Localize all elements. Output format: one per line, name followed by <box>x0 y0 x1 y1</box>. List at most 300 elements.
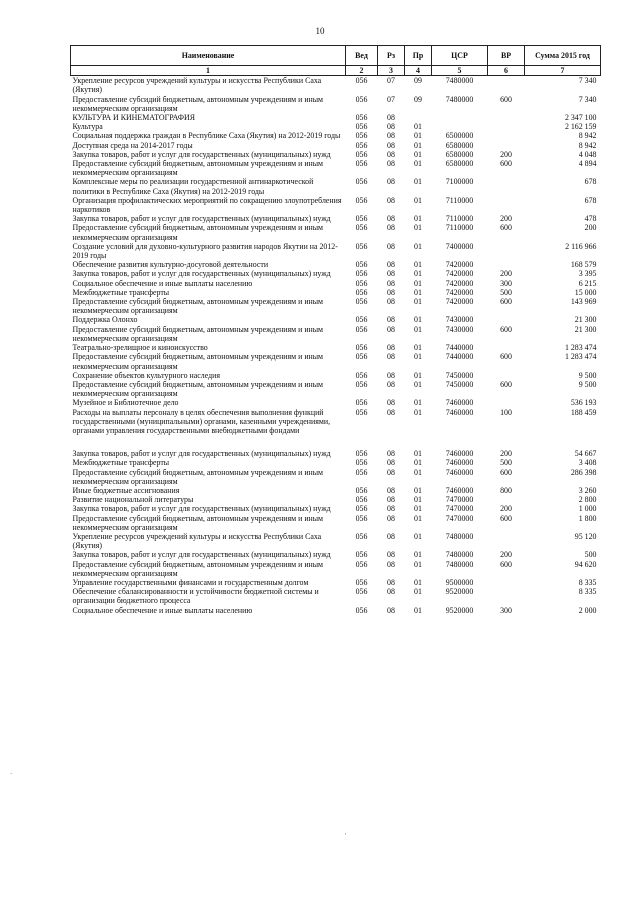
row-pr: 01 <box>414 131 422 141</box>
row-rz: 08 <box>387 324 395 334</box>
row-rz: 08 <box>387 370 395 380</box>
row-sum: 8 942 <box>578 131 597 141</box>
row-vr: 200 <box>500 550 512 560</box>
row-csr: 7420000 <box>445 287 474 297</box>
row-sum: 2 116 966 <box>565 241 597 251</box>
row-ved: 056 <box>355 113 368 123</box>
table-row <box>71 159 601 177</box>
row-name: Социальное обеспечение и иные выплаты населению <box>72 278 253 288</box>
row-name: Предоставление субсидий бюджетным, автономным учреждениям и иным некоммерческим организациям <box>72 324 324 343</box>
row-pr: 01 <box>414 297 422 307</box>
row-name: Театрально-зрелищное и киноискусство <box>72 343 208 353</box>
row-rz: 08 <box>387 550 395 560</box>
row-csr: 7440000 <box>445 343 474 353</box>
row-rz: 08 <box>387 223 395 233</box>
row-csr: 7480000 <box>445 76 474 86</box>
row-vr: 600 <box>500 159 512 169</box>
table-row <box>71 587 601 605</box>
row-name: Закупка товаров, работ и услуг для государственных (муниципальных) нужд <box>72 214 331 224</box>
row-name: Управление государственными финансами и государственным долгом <box>72 577 309 587</box>
row-pr: 01 <box>414 398 422 408</box>
row-rz: 08 <box>387 131 395 141</box>
row-sum: 200 <box>584 223 597 233</box>
table-row <box>71 95 601 113</box>
table-row <box>71 550 601 559</box>
row-rz: 08 <box>387 449 395 459</box>
row-ved: 056 <box>355 223 368 233</box>
header-rz: Рз <box>378 46 405 66</box>
row-pr: 01 <box>414 495 422 505</box>
row-ved: 056 <box>355 504 368 514</box>
table-row <box>71 486 601 495</box>
row-vr: 200 <box>500 504 512 514</box>
row-csr: 7420000 <box>445 297 474 307</box>
row-name: Предоставление субсидий бюджетным, автономным учреждениям и иным некоммерческим организациям <box>72 94 324 113</box>
row-sum: 15 000 <box>574 287 597 297</box>
row-csr: 9520000 <box>445 587 474 597</box>
row-pr: 01 <box>414 485 422 495</box>
row-rz: 08 <box>387 177 395 187</box>
col-number: 7 <box>525 66 601 76</box>
row-vr <box>488 532 525 550</box>
row-vr <box>488 398 525 407</box>
table-row <box>71 315 601 324</box>
row-ved: 056 <box>355 287 368 297</box>
row-name: Иные бюджетные ассигнования <box>72 485 180 495</box>
row-vr <box>488 113 525 122</box>
row-vr <box>488 131 525 140</box>
row-sum: 1 800 <box>578 513 597 523</box>
row-vr: 600 <box>500 223 512 233</box>
row-rz: 08 <box>387 559 395 569</box>
row-sum: 1 283 474 <box>564 343 597 353</box>
row-pr: 01 <box>414 407 422 417</box>
row-rz: 07 <box>387 94 395 104</box>
row-name: Сохранение объектов культурного наследия <box>72 370 220 380</box>
row-ved: 056 <box>355 122 368 132</box>
row-csr: 6580000 <box>445 159 474 169</box>
row-rz: 08 <box>387 278 395 288</box>
row-csr: 7110000 <box>445 223 474 233</box>
col-number: 2 <box>346 66 378 76</box>
row-vr: 600 <box>500 467 512 477</box>
row-sum: 4 048 <box>578 149 597 159</box>
margin-mark: · <box>10 770 13 778</box>
row-ved: 056 <box>355 343 368 353</box>
row-pr: 01 <box>414 531 422 541</box>
row-pr: 01 <box>414 269 422 279</box>
row-name: Закупка товаров, работ и услуг для государственных (муниципальных) нужд <box>72 269 331 279</box>
row-rz: 08 <box>387 407 395 417</box>
table-row <box>71 504 601 513</box>
table-row <box>71 113 601 122</box>
row-sum: 7 340 <box>578 76 597 86</box>
row-vr <box>488 196 525 214</box>
row-name: Расходы на выплаты персоналу в целях обеспечения выполнения функций государственными (муниципальными) органами, казенными учреждениями, органами управления государственными внебюджетными фондами <box>72 407 331 435</box>
table-row <box>71 223 601 241</box>
row-csr: 7460000 <box>445 407 474 417</box>
row-name: Социальное обеспечение и иные выплаты населению <box>72 605 253 615</box>
row-name: Развитие национальной литературы <box>72 495 194 505</box>
row-sum: 678 <box>584 195 597 205</box>
row-ved: 056 <box>355 260 368 270</box>
row-name: Закупка товаров, работ и услуг для государственных (муниципальных) нужд <box>72 449 331 459</box>
row-rz: 08 <box>387 513 395 523</box>
row-sum: 1 000 <box>578 504 597 514</box>
row-sum: 2 000 <box>578 605 597 615</box>
row-ved: 056 <box>355 449 368 459</box>
row-csr: 7450000 <box>445 370 474 380</box>
table-body <box>71 76 601 615</box>
row-rz: 08 <box>387 605 395 615</box>
row-rz: 08 <box>387 260 395 270</box>
table-row <box>71 131 601 140</box>
row-name: Предоставление субсидий бюджетным, автономным учреждениям и иным некоммерческим организациям <box>72 379 324 399</box>
col-number: 5 <box>432 66 488 76</box>
row-name: Культура <box>72 122 103 132</box>
row-vr <box>488 122 525 131</box>
row-csr: 7480000 <box>445 550 474 560</box>
table-row <box>71 297 601 315</box>
row-rz: 08 <box>387 577 395 587</box>
row-ved: 056 <box>355 398 368 408</box>
row-sum: 94 620 <box>574 559 597 569</box>
row-pr: 01 <box>414 343 422 353</box>
row-sum: 9 500 <box>578 370 597 380</box>
row-sum: 3 395 <box>578 269 597 279</box>
row-name: Организация профилактических мероприятий по сокращению злоупотребления наркотиков <box>72 195 342 215</box>
row-sum: 2 162 159 <box>564 122 597 132</box>
row-vr <box>488 371 525 380</box>
table-row <box>71 196 601 214</box>
row-rz: 08 <box>387 140 395 150</box>
row-ved: 056 <box>355 159 368 169</box>
row-pr: 01 <box>414 379 422 389</box>
row-ved: 056 <box>355 195 368 205</box>
row-pr: 01 <box>414 513 422 523</box>
row-csr: 7430000 <box>445 315 474 325</box>
row-vr <box>488 495 525 504</box>
row-pr: 01 <box>414 159 422 169</box>
row-ved: 056 <box>355 495 368 505</box>
table-row <box>71 260 601 269</box>
row-vr: 300 <box>500 605 512 615</box>
row-name: Обеспечение сбалансированности и устойчивости бюджетной системы и организации бюджетного процесса <box>72 587 319 606</box>
row-sum: 7 340 <box>578 94 597 104</box>
row-name: Предоставление субсидий бюджетным, автономным учреждениям и иным некоммерческим организациям <box>72 513 324 532</box>
row-rz: 08 <box>387 241 395 251</box>
header-sum: Сумма 2015 год <box>525 46 601 66</box>
row-csr: 7110000 <box>445 195 474 205</box>
table-row <box>71 150 601 159</box>
row-ved: 056 <box>355 467 368 477</box>
row-csr: 6500000 <box>445 131 474 141</box>
table-row <box>71 514 601 532</box>
row-rz: 08 <box>387 113 395 123</box>
row-vr <box>488 177 525 195</box>
row-sum: 500 <box>584 550 597 560</box>
row-vr: 200 <box>500 149 512 159</box>
row-ved: 056 <box>355 458 368 468</box>
table-row <box>71 458 601 467</box>
row-name: Укрепление ресурсов учреждений культуры и искусства Республики Саха (Якутия) <box>72 531 322 551</box>
table-row <box>71 122 601 131</box>
row-vr: 300 <box>500 278 512 288</box>
row-pr: 01 <box>414 605 422 615</box>
row-ved: 056 <box>355 324 368 334</box>
row-sum: 536 193 <box>570 398 597 408</box>
row-spacer-cell <box>71 435 601 449</box>
row-ved: 056 <box>355 485 368 495</box>
row-vr: 600 <box>500 352 512 362</box>
row-ved: 056 <box>355 140 368 150</box>
col-number: 6 <box>488 66 525 76</box>
row-vr <box>488 76 525 95</box>
row-name: Межбюджетные трансферты <box>72 287 170 297</box>
col-number: 1 <box>71 66 346 76</box>
row-ved: 056 <box>355 149 368 159</box>
row-name: Комплексные меры по реализации государственной антинаркотической политики в Республике Саха (Якутия) на 2012-2019 годы <box>72 177 314 196</box>
row-name: Поддержка Олонхо <box>72 315 138 325</box>
header-ved: Вед <box>346 46 378 66</box>
row-name: Социальная поддержка граждан в Республике Саха (Якутия) на 2012-2019 годы <box>72 131 341 141</box>
row-rz: 08 <box>387 297 395 307</box>
row-vr: 500 <box>500 287 512 297</box>
row-csr <box>432 113 488 122</box>
table-row <box>71 606 601 615</box>
row-rz: 08 <box>387 458 395 468</box>
table-row <box>71 279 601 288</box>
table-row <box>71 325 601 343</box>
row-name: Обеспечение развития культурно-досуговой деятельности <box>72 260 269 270</box>
row-vr: 800 <box>500 485 512 495</box>
row-rz: 08 <box>387 287 395 297</box>
row-pr: 01 <box>414 449 422 459</box>
row-sum: 286 398 <box>570 467 597 477</box>
table-row <box>71 468 601 486</box>
row-pr: 01 <box>414 287 422 297</box>
row-csr: 6580000 <box>445 140 474 150</box>
row-sum: 21 300 <box>574 324 597 334</box>
row-sum: 2 800 <box>578 495 597 505</box>
row-name: Предоставление субсидий бюджетным, автономным учреждениям и иным некоммерческим организациям <box>72 559 324 578</box>
row-rz: 08 <box>387 343 395 353</box>
row-rz: 08 <box>387 467 395 477</box>
row-pr: 01 <box>414 352 422 362</box>
table-row <box>71 398 601 407</box>
row-vr: 100 <box>500 407 512 417</box>
row-vr <box>488 343 525 352</box>
table-row <box>71 352 601 370</box>
row-rz: 07 <box>387 76 395 86</box>
row-pr: 01 <box>414 195 422 205</box>
row-rz: 08 <box>387 495 395 505</box>
row-vr: 200 <box>500 214 512 224</box>
table-row <box>71 76 601 95</box>
row-sum: 54 667 <box>574 449 597 459</box>
row-pr: 01 <box>414 587 422 597</box>
row-rz: 08 <box>387 587 395 597</box>
row-rz: 08 <box>387 531 395 541</box>
row-vr <box>488 587 525 605</box>
table-row <box>71 560 601 578</box>
row-csr: 9520000 <box>445 605 474 615</box>
row-csr: 7480000 <box>445 94 474 104</box>
row-pr: 01 <box>414 504 422 514</box>
row-sum: 8 335 <box>578 587 597 597</box>
row-pr: 09 <box>414 94 422 104</box>
row-rz: 08 <box>387 214 395 224</box>
row-name: Межбюджетные трансферты <box>72 458 170 468</box>
row-name: Предоставление субсидий бюджетным, автономным учреждениям и иным некоммерческим организациям <box>72 223 324 242</box>
row-sum: 8 335 <box>578 577 597 587</box>
row-vr <box>488 578 525 587</box>
row-sum: 4 894 <box>578 159 597 169</box>
row-pr: 01 <box>414 223 422 233</box>
row-sum: 143 969 <box>570 297 597 307</box>
row-name: Предоставление субсидий бюджетным, автономным учреждениям и иным некоммерческим организациям <box>72 467 324 486</box>
row-sum: 678 <box>584 177 597 187</box>
row-csr: 7420000 <box>445 260 474 270</box>
row-csr: 7460000 <box>445 449 474 459</box>
row-vr <box>488 315 525 324</box>
table-row <box>71 343 601 352</box>
row-vr: 200 <box>500 269 512 279</box>
row-pr: 01 <box>414 559 422 569</box>
col-number: 3 <box>378 66 405 76</box>
row-ved: 056 <box>355 269 368 279</box>
row-name: Закупка товаров, работ и услуг для государственных (муниципальных) нужд <box>72 550 331 560</box>
row-vr: 200 <box>500 449 512 459</box>
row-sum: 3 260 <box>578 485 597 495</box>
header-vr: ВР <box>488 46 525 66</box>
row-rz: 08 <box>387 398 395 408</box>
row-vr: 600 <box>500 379 512 389</box>
row-ved: 056 <box>355 605 368 615</box>
row-pr: 01 <box>414 140 422 150</box>
row-pr: 01 <box>414 214 422 224</box>
row-csr: 7480000 <box>445 531 474 541</box>
row-ved: 056 <box>355 177 368 187</box>
row-sum: 2 347 100 <box>564 113 597 123</box>
row-name: Закупка товаров, работ и услуг для государственных (муниципальных) нужд <box>72 504 331 514</box>
row-ved: 056 <box>355 587 368 597</box>
row-pr: 01 <box>414 324 422 334</box>
row-ved: 056 <box>355 131 368 141</box>
row-csr: 7470000 <box>445 513 474 523</box>
row-csr: 7460000 <box>445 485 474 495</box>
row-ved: 056 <box>355 379 368 389</box>
row-csr: 7460000 <box>445 467 474 477</box>
row-name: Создание условий для духовно-культурного развития народов Якутии на 2012-2019 годы <box>72 241 338 261</box>
row-csr: 7440000 <box>445 352 474 362</box>
row-vr <box>488 260 525 269</box>
row-rz: 08 <box>387 149 395 159</box>
row-rz: 08 <box>387 122 395 132</box>
row-sum: 3 408 <box>578 458 597 468</box>
row-csr: 7460000 <box>445 398 474 408</box>
row-ved: 056 <box>355 370 368 380</box>
margin-mark: ' <box>345 832 347 840</box>
row-ved: 056 <box>355 315 368 325</box>
row-csr: 9500000 <box>445 577 474 587</box>
row-vr: 600 <box>500 324 512 334</box>
row-pr: 01 <box>414 370 422 380</box>
row-name: КУЛЬТУРА И КИНЕМАТОГРАФИЯ <box>72 113 195 123</box>
row-rz: 08 <box>387 315 395 325</box>
row-vr: 600 <box>500 513 512 523</box>
row-sum: 478 <box>584 214 597 224</box>
row-csr: 6580000 <box>445 149 474 159</box>
header-name: Наименование <box>71 46 346 66</box>
table-row <box>71 371 601 380</box>
table-row <box>71 495 601 504</box>
row-csr: 7420000 <box>445 269 474 279</box>
row-csr: 7110000 <box>445 214 474 224</box>
row-csr: 7480000 <box>445 559 474 569</box>
row-pr: 01 <box>414 149 422 159</box>
row-pr <box>405 113 432 122</box>
row-ved: 056 <box>355 531 368 541</box>
row-sum: 8 942 <box>578 140 597 150</box>
row-name: Музейное и Библиотечное дело <box>72 398 179 408</box>
row-name: Предоставление субсидий бюджетным, автономным учреждениям и иным некоммерческим организациям <box>72 297 324 316</box>
row-pr: 09 <box>414 76 422 86</box>
row-pr: 01 <box>414 315 422 325</box>
row-rz: 08 <box>387 485 395 495</box>
row-csr: 7430000 <box>445 324 474 334</box>
row-vr <box>488 242 525 260</box>
budget-table <box>70 45 601 615</box>
table-row <box>71 269 601 278</box>
header-csr: ЦСР <box>432 46 488 66</box>
row-pr: 01 <box>414 122 422 132</box>
row-name: Предоставление субсидий бюджетным, автономным учреждениям и иным некоммерческим организациям <box>72 159 324 178</box>
table-row <box>71 141 601 150</box>
table-header <box>71 46 601 76</box>
row-ved: 056 <box>355 550 368 560</box>
row-vr <box>488 141 525 150</box>
row-pr: 01 <box>414 467 422 477</box>
row-sum: 1 283 474 <box>564 352 597 362</box>
table-row <box>71 408 601 436</box>
row-sum: 188 459 <box>570 407 597 417</box>
row-ved: 056 <box>355 297 368 307</box>
row-name: Доступная среда на 2014-2017 годы <box>72 140 193 150</box>
row-rz: 08 <box>387 195 395 205</box>
row-csr <box>432 122 488 131</box>
row-sum: 9 500 <box>578 379 597 389</box>
row-csr: 7420000 <box>445 278 474 288</box>
table-row <box>71 449 601 458</box>
row-rz: 08 <box>387 269 395 279</box>
table-row <box>71 177 601 195</box>
row-pr: 01 <box>414 260 422 270</box>
row-name: Предоставление субсидий бюджетным, автономным учреждениям и иным некоммерческим организациям <box>72 352 324 371</box>
row-ved: 056 <box>355 76 368 86</box>
col-number: 4 <box>405 66 432 76</box>
table-row <box>71 380 601 398</box>
table-row <box>71 214 601 223</box>
row-pr: 01 <box>414 177 422 187</box>
row-ved: 056 <box>355 513 368 523</box>
table-row <box>71 578 601 587</box>
row-csr: 7470000 <box>445 495 474 505</box>
row-rz: 08 <box>387 159 395 169</box>
row-vr: 600 <box>500 559 512 569</box>
row-ved: 056 <box>355 214 368 224</box>
row-csr: 7100000 <box>445 177 474 187</box>
